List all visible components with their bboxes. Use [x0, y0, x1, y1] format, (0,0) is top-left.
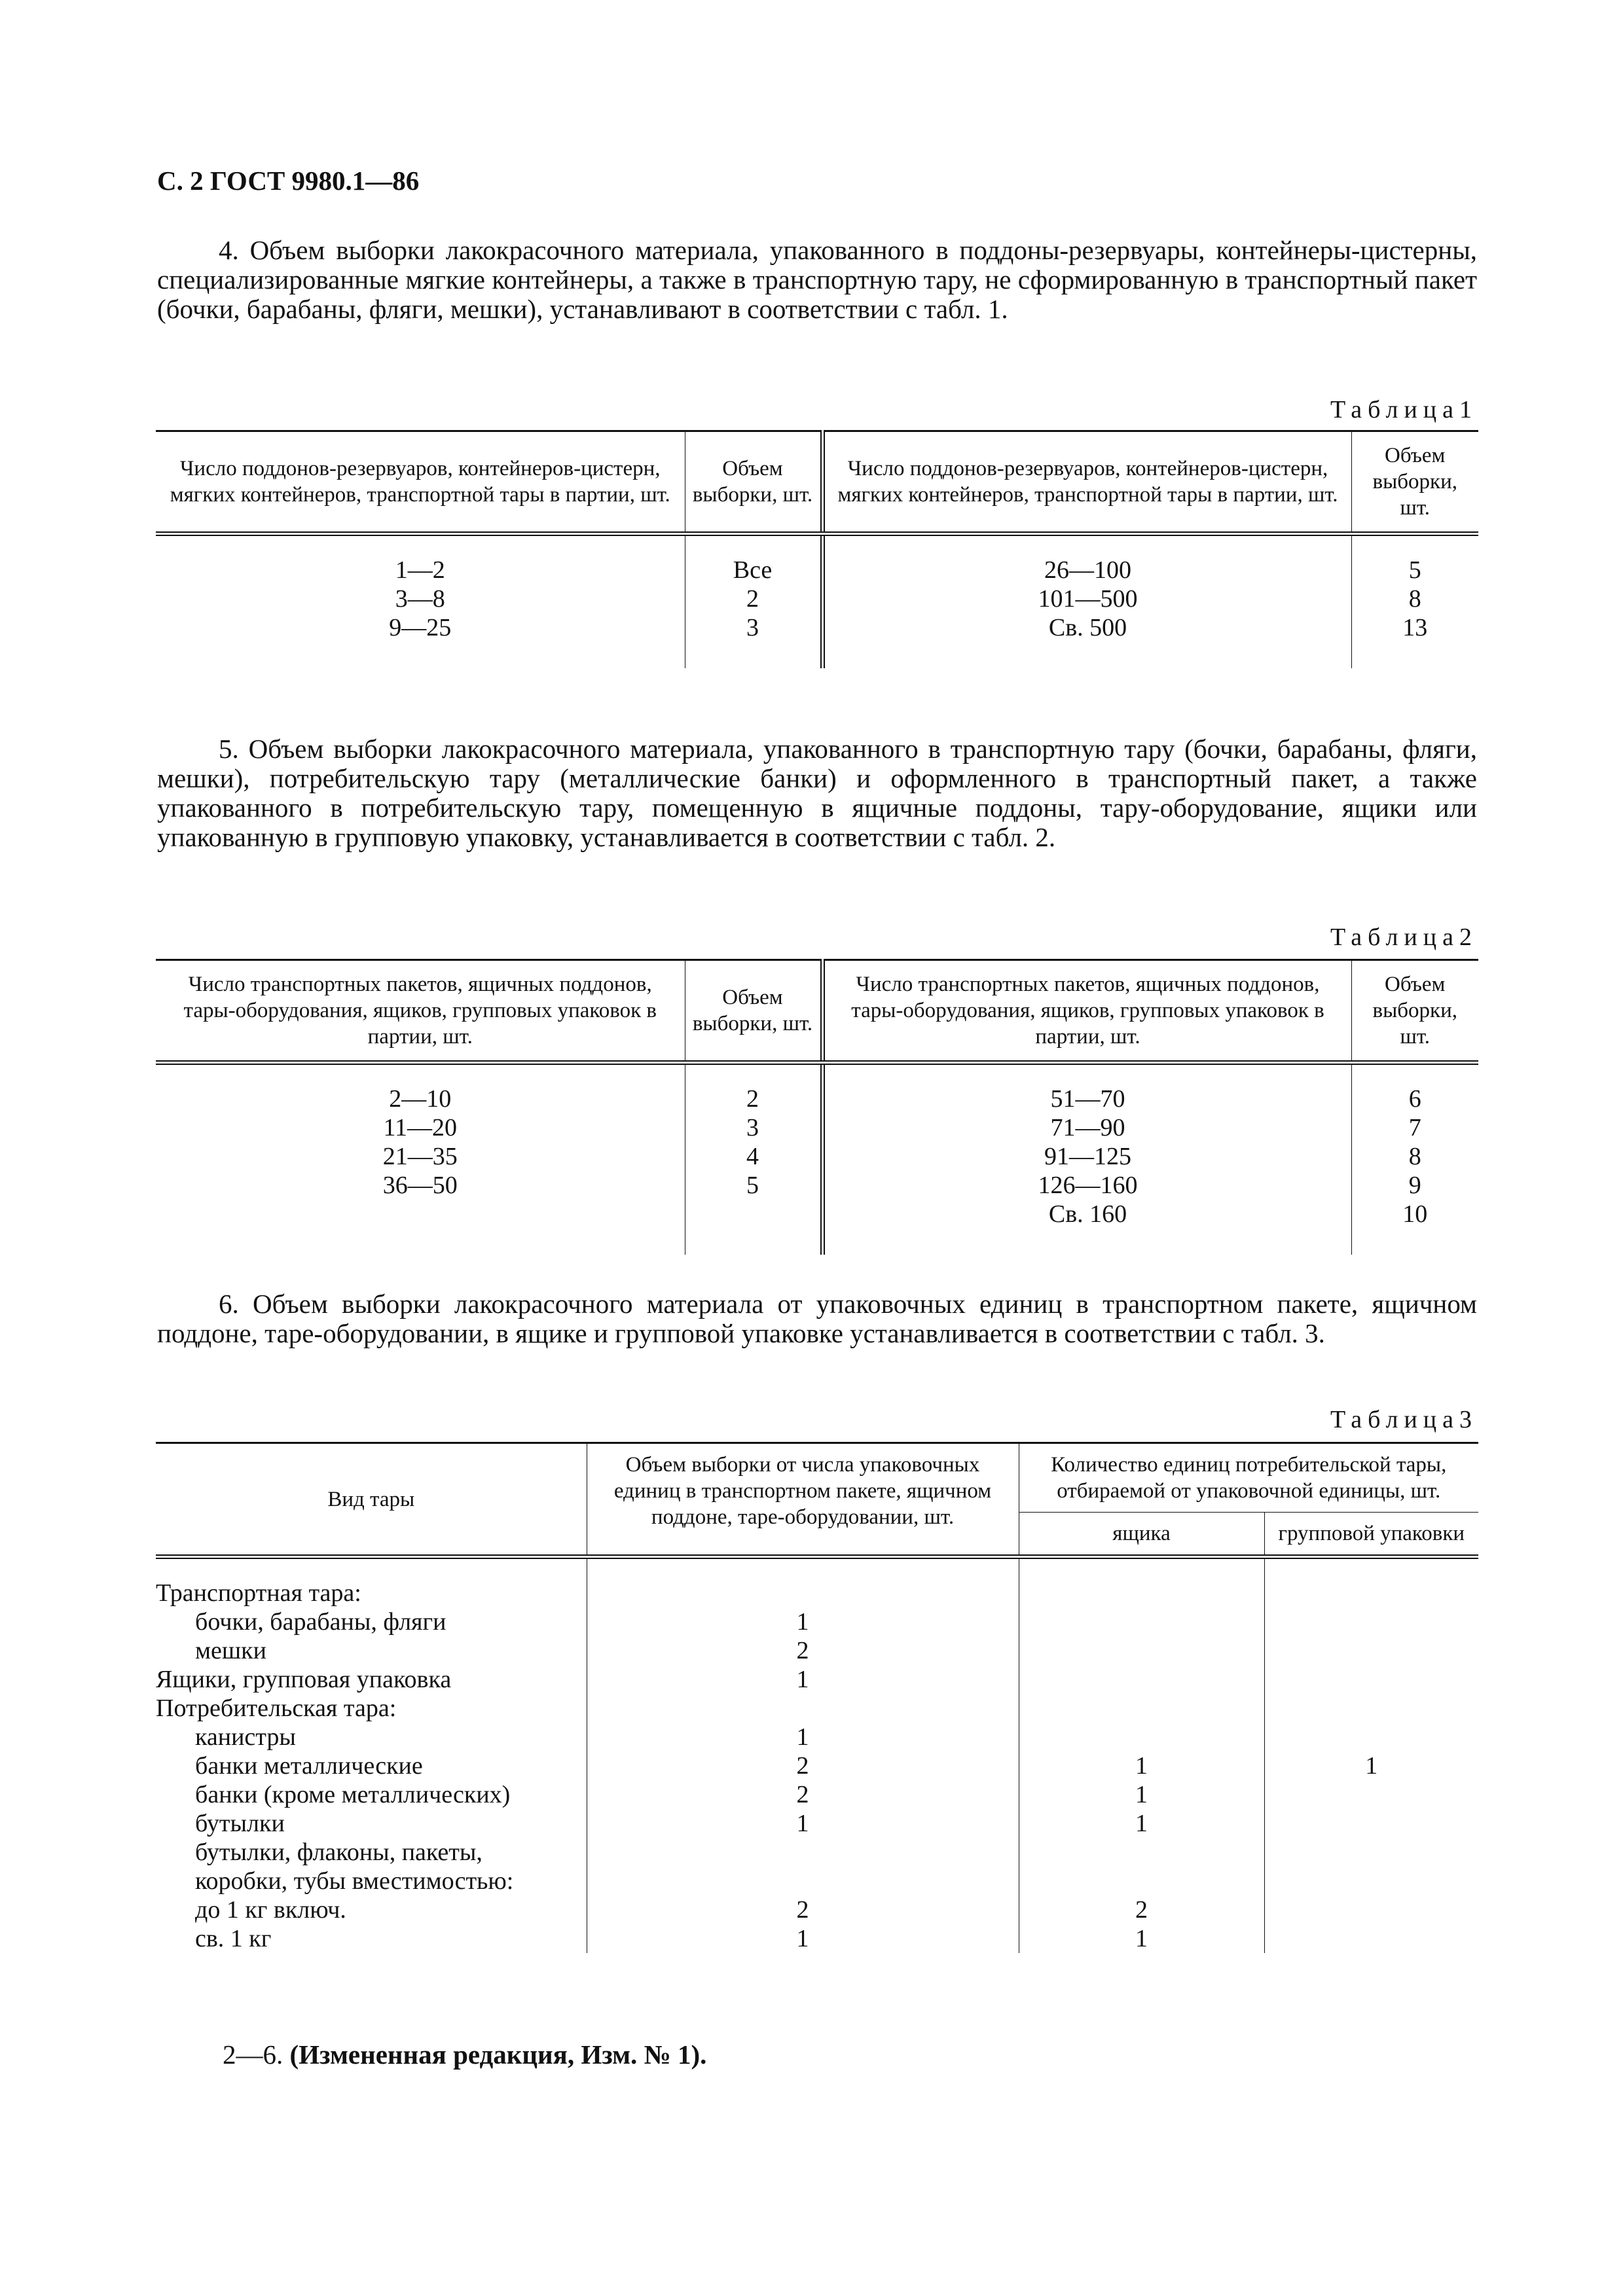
table-cell: 1: [587, 1723, 1019, 1751]
table-cell: 71—90: [822, 1113, 1351, 1142]
table-cell: 8: [1351, 584, 1478, 613]
table-cell: Потребительская тара:: [156, 1695, 397, 1722]
table-cell: 1: [587, 1665, 1019, 1694]
table-cell: [1019, 1665, 1264, 1694]
table3-header-volume: Объем выборки от числа упаковочных единиц в транспортном пакете, ящичном поддоне, таре-оборудовании, шт.: [587, 1443, 1019, 1557]
table-row: [156, 1895, 1478, 1924]
table-row: [156, 1838, 1478, 1867]
table-cell: [1264, 1557, 1478, 1608]
table-cell: [1264, 1607, 1478, 1636]
table-row: [156, 1171, 1478, 1200]
table-cell: Св. 160: [822, 1200, 1351, 1255]
table-row: [156, 1780, 1478, 1809]
table-cell: 3—8: [395, 585, 445, 613]
table-cell: 51—70: [822, 1063, 1351, 1114]
table-cell: 2—10: [389, 1085, 452, 1113]
table-cell: Транспортная тара:: [156, 1579, 361, 1607]
table-cell: 91—125: [822, 1142, 1351, 1171]
table-cell: 1: [587, 1924, 1019, 1953]
table-row: [156, 1607, 1478, 1636]
table-cell: Все: [685, 534, 822, 585]
table-cell: [587, 1867, 1019, 1895]
paragraph-5: 5. Объем выборки лакокрасочного материала, упакованного в транспортную тару (бочки, барабаны, фляги, мешки), потребительскую тару (металлические банки) и оформленного в транспортный пакет, а также упакованного в потребительскую тару, помещенную в ящичные поддоны, тару-оборудование, ящики или упакованную в групповую упаковку, устанавливается в соответствии с табл. 2.: [157, 734, 1477, 852]
table-cell: мешки: [195, 1637, 266, 1664]
amendment-note-bold: (Измененная редакция, Изм. № 1).: [289, 2039, 707, 2070]
table-row: [156, 1557, 1478, 1608]
table-cell: [1264, 1636, 1478, 1665]
table-row: [156, 1694, 1478, 1723]
table1-caption: Таблица1: [1330, 396, 1478, 423]
table-cell: 1: [587, 1809, 1019, 1838]
table-cell: 5: [685, 1171, 822, 1200]
table3-caption: Таблица3: [1330, 1406, 1478, 1433]
table-cell: 13: [1351, 613, 1478, 668]
table-cell: 2: [587, 1636, 1019, 1665]
table1-header-volume-right: Объем выборки, шт.: [1351, 431, 1478, 534]
table-cell: [1019, 1838, 1264, 1867]
table-cell: бутылки: [195, 1810, 285, 1837]
table2-header-volume-left: Объем выборки, шт.: [685, 960, 822, 1063]
table-row: [156, 1723, 1478, 1751]
table-cell: [1019, 1694, 1264, 1723]
table3-header-box: ящика: [1019, 1513, 1264, 1557]
table-cell: [1264, 1838, 1478, 1867]
table-cell: до 1 кг включ.: [195, 1896, 346, 1924]
table1-header-count-left: Число поддонов-резервуаров, контейнеров-цистерн, мягких контейнеров, транспортной тары в партии, шт.: [156, 431, 685, 534]
table-cell: 5: [1351, 534, 1478, 585]
table-cell: [156, 1200, 685, 1255]
table-row: [156, 1063, 1478, 1114]
table-cell: [1019, 1636, 1264, 1665]
table-2: [156, 959, 1478, 1255]
table-cell: [1019, 1723, 1264, 1751]
table-row: [156, 534, 1478, 585]
table-cell: 1: [1019, 1924, 1264, 1953]
table-cell: [1019, 1557, 1264, 1608]
table-cell: 2: [1019, 1895, 1264, 1924]
table-cell: [1264, 1723, 1478, 1751]
table-cell: [1264, 1665, 1478, 1694]
table-cell: [1264, 1924, 1478, 1953]
table-cell: 1: [1264, 1751, 1478, 1780]
table-cell: 8: [1351, 1142, 1478, 1171]
table-row: [156, 1200, 1478, 1255]
table2-header-count-right: Число транспортных пакетов, ящичных поддонов, тары-оборудования, ящиков, групповых упаковок в партии, шт.: [822, 960, 1351, 1063]
table-row: [156, 1665, 1478, 1694]
table-cell: [587, 1557, 1019, 1608]
table2-caption: Таблица2: [1330, 924, 1478, 951]
paragraph-6: 6. Объем выборки лакокрасочного материала от упаковочных единиц в транспортном пакете, ящичном поддоне, таре-оборудовании, в ящике и групповой упаковке устанавливается в соответствии с табл. 3.: [157, 1289, 1477, 1348]
table-cell: св. 1 кг: [195, 1925, 272, 1952]
table-cell: 36—50: [382, 1172, 458, 1199]
table-cell: 7: [1351, 1113, 1478, 1142]
table-3: [156, 1442, 1478, 1953]
table-row: [156, 1142, 1478, 1171]
table-cell: Св. 500: [822, 613, 1351, 668]
table-cell: 11—20: [383, 1114, 458, 1141]
table-cell: Ящики, групповая упаковка: [156, 1666, 452, 1693]
table3-body: [156, 1557, 1478, 1954]
table-cell: 1: [587, 1607, 1019, 1636]
table-row: [156, 613, 1478, 668]
table-cell: [1264, 1895, 1478, 1924]
table-cell: банки (кроме металлических): [195, 1781, 511, 1808]
table-cell: 1: [1019, 1751, 1264, 1780]
table-row: [156, 1924, 1478, 1953]
table1-header-row: [156, 431, 1478, 534]
table-cell: [1019, 1607, 1264, 1636]
table-row: [156, 1751, 1478, 1780]
table-cell: 2: [685, 1063, 822, 1114]
table-cell: 21—35: [382, 1143, 458, 1170]
table-row: [156, 1867, 1478, 1895]
table-cell: [1264, 1694, 1478, 1723]
table-cell: 9—25: [389, 614, 452, 641]
table-cell: банки металлические: [195, 1752, 423, 1780]
table-cell: 3: [685, 1113, 822, 1142]
table-cell: [1264, 1809, 1478, 1838]
table-row: [156, 1636, 1478, 1665]
amendment-note: [223, 2039, 706, 2070]
table-cell: [1019, 1867, 1264, 1895]
table-cell: бутылки, флаконы, пакеты,: [195, 1839, 483, 1866]
table-cell: [587, 1838, 1019, 1867]
table-cell: 2: [685, 584, 822, 613]
table2-body: [156, 1063, 1478, 1255]
table3-header-count: Количество единиц потребительской тары, отбираемой от упаковочной единицы, шт.: [1019, 1443, 1478, 1513]
table-cell: [685, 1200, 822, 1255]
table-cell: канистры: [195, 1723, 296, 1751]
table-cell: 2: [587, 1751, 1019, 1780]
table2-header-count-left: Число транспортных пакетов, ящичных поддонов, тары-оборудования, ящиков, групповых упаковок в партии, шт.: [156, 960, 685, 1063]
table-cell: 9: [1351, 1171, 1478, 1200]
table-cell: коробки, тубы вместимостью:: [195, 1867, 514, 1895]
table-cell: бочки, барабаны, фляги: [195, 1608, 447, 1636]
table-cell: 1—2: [395, 556, 445, 584]
table-row: [156, 1809, 1478, 1838]
table-cell: 2: [587, 1780, 1019, 1809]
table-cell: [1264, 1780, 1478, 1809]
table2-header-row: [156, 960, 1478, 1063]
table-cell: 1: [1019, 1780, 1264, 1809]
amendment-note-prefix: 2—6.: [223, 2039, 290, 2070]
table-1: [156, 430, 1478, 668]
table3-header-row-1: [156, 1443, 1478, 1513]
table-cell: 126—160: [822, 1171, 1351, 1200]
table1-body: [156, 534, 1478, 669]
table-cell: 10: [1351, 1200, 1478, 1255]
table-row: [156, 1113, 1478, 1142]
table3-header-type: Вид тары: [156, 1443, 587, 1557]
table-cell: 3: [685, 613, 822, 668]
page-header: С. 2 ГОСТ 9980.1—86: [157, 166, 420, 196]
table-cell: 26—100: [822, 534, 1351, 585]
table-cell: 4: [685, 1142, 822, 1171]
table3-header-group: групповой упаковки: [1264, 1513, 1478, 1557]
table-cell: 6: [1351, 1063, 1478, 1114]
table1-header-count-right: Число поддонов-резервуаров, контейнеров-цистерн, мягких контейнеров, транспортной тары в партии, шт.: [822, 431, 1351, 534]
table2-header-volume-right: Объем выборки, шт.: [1351, 960, 1478, 1063]
table-row: [156, 584, 1478, 613]
table-cell: [1264, 1867, 1478, 1895]
table-cell: 2: [587, 1895, 1019, 1924]
table1-header-volume-left: Объем выборки, шт.: [685, 431, 822, 534]
paragraph-4: 4. Объем выборки лакокрасочного материала, упакованного в поддоны-резервуары, контейнеры-цистерны, специализированные мягкие контейнеры, а также в транспортную тару, не сформированную в транспортный пакет (бочки, барабаны, фляги, мешки), устанавливают в соответствии с табл. 1.: [157, 235, 1477, 324]
table-cell: 101—500: [822, 584, 1351, 613]
table-cell: 1: [1019, 1809, 1264, 1838]
table-cell: [587, 1694, 1019, 1723]
